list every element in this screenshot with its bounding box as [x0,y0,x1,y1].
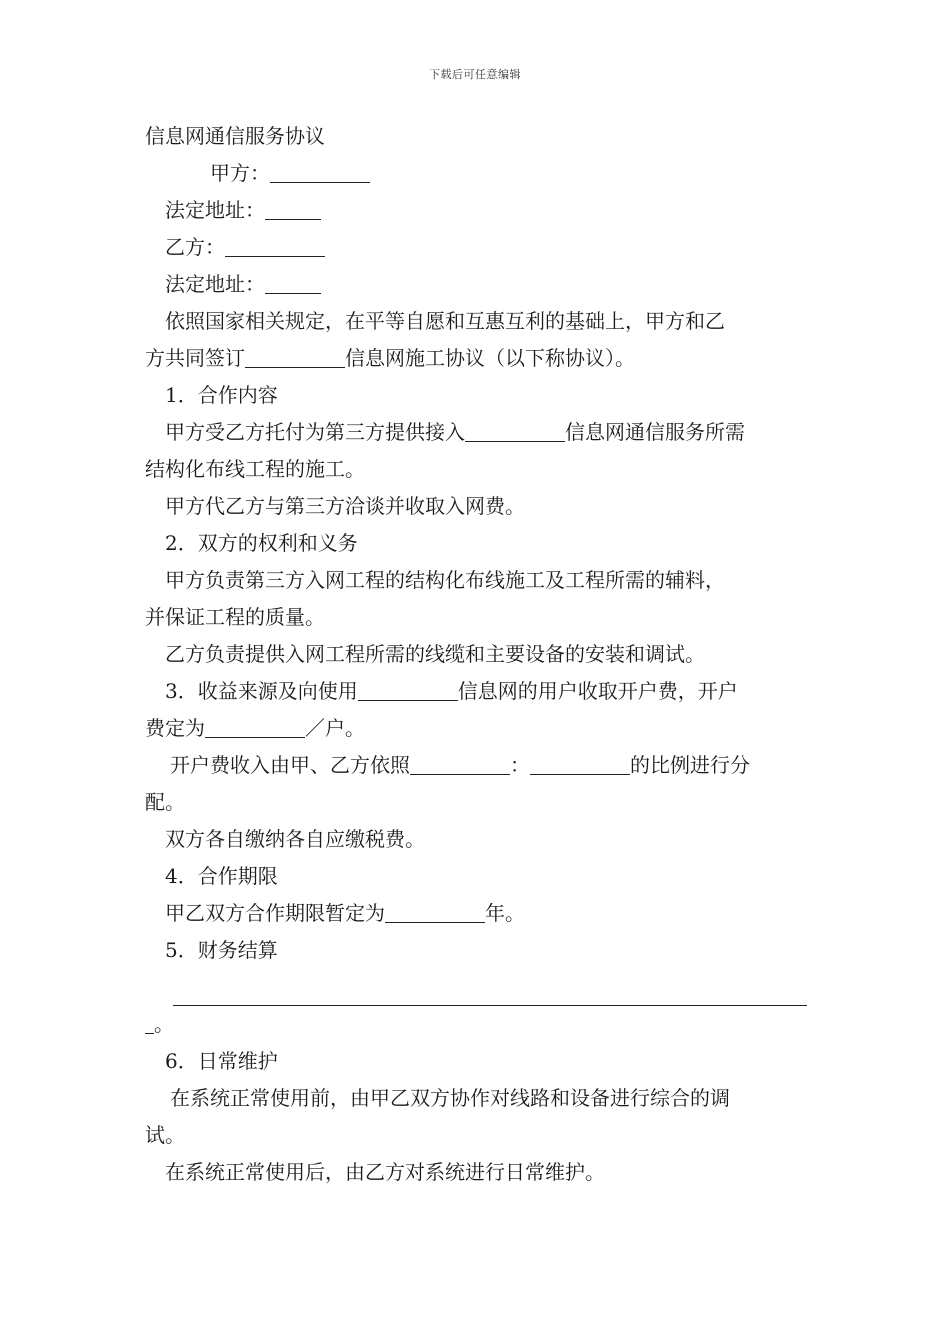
settlement-tail [145,1006,807,1043]
section-4-text-b: 年。 [485,901,525,925]
fee-amount-blank[interactable] [205,717,305,738]
section-1-text-b: 信息网通信服务所需 [565,420,745,444]
section-3-line-1 [145,673,807,710]
document-title: 信息网通信服务协议 [145,124,325,148]
settlement-tail-blank[interactable] [145,1013,154,1034]
section-1-text-a: 甲方受乙方托付为第三方提供接入 [165,420,465,444]
section-1-para-1-line-2: 结构化布线工程的施工。 [145,457,365,481]
section-3-text-d: ／户。 [305,716,365,740]
ratio-b-blank[interactable] [530,754,630,775]
section-2-para-1-line-2: 并保证工程的质量。 [145,605,325,629]
section-2-title: 2．双方的权利和义务 [165,531,358,555]
party-b-address-label: 法定地址： [165,272,265,296]
section-1-para-2: 甲方代乙方与第三方洽谈并收取入网费。 [165,494,525,518]
section-4-title: 4．合作期限 [165,864,278,888]
user-network-blank[interactable] [358,680,458,701]
party-a-address-line [145,192,807,229]
section-4-text-a: 甲乙双方合作期限暂定为 [165,901,385,925]
term-years-blank[interactable] [385,902,485,923]
network-name-blank[interactable] [245,347,345,368]
section-3-share-text: 开户费收入由甲、乙方依照 [170,753,410,777]
party-a-address-label: 法定地址： [165,198,265,222]
settlement-period: 。 [154,1012,174,1036]
intro-line-1: 依照国家相关规定，在平等自愿和互惠互利的基础上，甲方和乙 [165,309,725,333]
section-3-text-c: 费定为 [145,716,205,740]
section-2-para-2: 乙方负责提供入网工程所需的线缆和主要设备的安装和调试。 [165,642,705,666]
ratio-colon: ： [510,753,530,777]
party-a-address-blank[interactable] [265,199,321,220]
section-3-share-text-b: 的比例进行分 [630,753,750,777]
page-header: 下载后可任意编辑 [429,68,521,81]
intro-text-b: 信息网施工协议（以下称协议）。 [345,346,635,370]
party-a-line [145,155,807,192]
section-2-para-1-line-1: 甲方负责第三方入网工程的结构化布线施工及工程所需的辅料， [165,568,725,592]
section-6-para-1-line-2: 试。 [145,1123,185,1147]
section-6-para-2: 在系统正常使用后，由乙方对系统进行日常维护。 [165,1160,605,1184]
access-network-blank[interactable] [465,421,565,442]
section-6-para-1-line-1: 在系统正常使用前，由甲乙双方协作对线路和设备进行综合的调 [170,1086,730,1110]
section-3-text-b: 信息网的用户收取开户费，开户 [457,679,738,703]
section-6-title: 6．日常维护 [165,1049,278,1073]
section-5-title: 5．财务结算 [165,938,278,962]
section-3-para-2-line-2: 配。 [145,790,185,814]
ratio-a-blank[interactable] [410,754,510,775]
party-b-label: 乙方： [165,235,225,259]
section-1-title: 1．合作内容 [165,383,278,407]
settlement-blank[interactable] [173,985,807,1006]
party-b-blank[interactable] [225,236,325,257]
intro-line-2 [145,340,807,377]
party-a-blank[interactable] [270,162,370,183]
contract-body [145,118,807,1191]
party-b-address-line [145,266,807,303]
section-3-line-2 [145,710,807,747]
party-b-line [145,229,807,266]
party-a-label: 甲方： [210,161,270,185]
intro-text-a: 方共同签订 [145,346,245,370]
section-3-para-3: 双方各自缴纳各自应缴税费。 [165,827,425,851]
party-b-address-blank[interactable] [265,273,321,294]
section-3-text-a: 3．收益来源及向使用 [165,679,358,703]
section-3-para-2-line-1 [145,747,807,784]
section-4-line [145,895,807,932]
section-1-para-1-line-1 [145,414,807,451]
